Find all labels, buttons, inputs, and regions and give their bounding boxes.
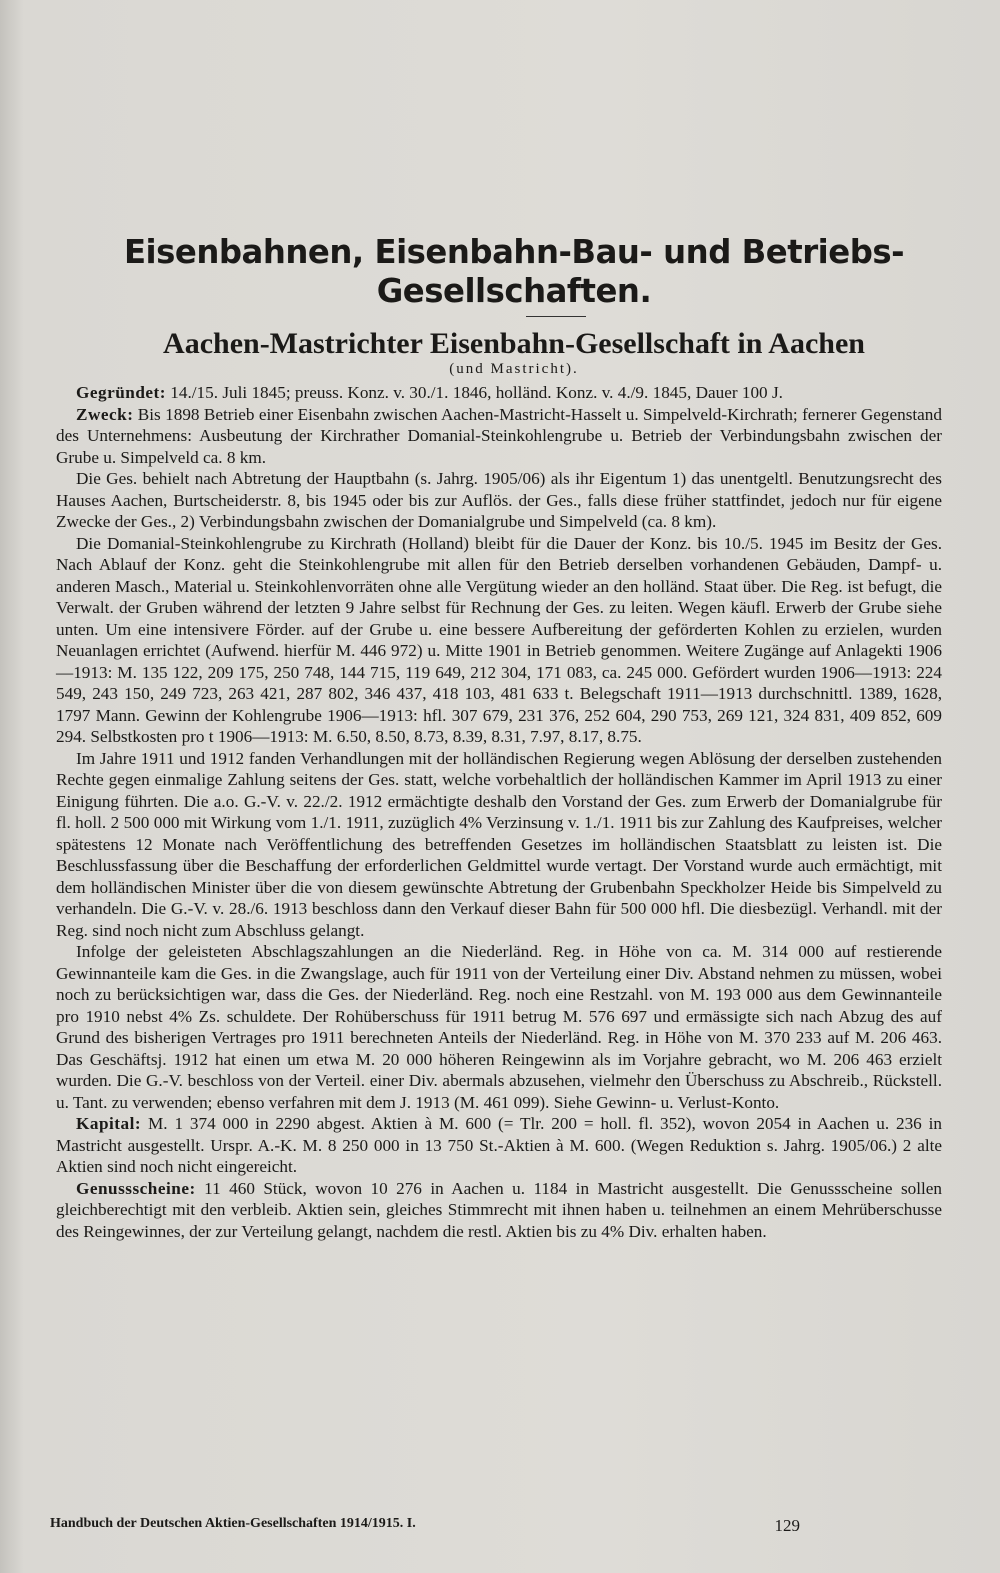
paragraph-profit-shares xyxy=(56,1178,942,1243)
paragraph-text: Im Jahre 1911 und 1912 fanden Verhandlungen mit der holländischen Regierung wegen Ablösung der derselben zustehenden Rechte gegen einmalige Zahlung seitens der Ges. statt, welche vorbehaltlich der holländischen Kammer im April 1913 zu einer Einigung führten. Die a.o. G.-V. v. 22./2. 1912 ermächtigte deshalb den Vorstand der Ges. zum Erwerb der Domanialgrube für fl. holl. 2 500 000 mit Wirkung vom 1./1. 1911, zuzüglich 4% Verzinsung v. 1./1. 1911 bis zur Zahlung des Kaufpreises, welcher spätestens 12 Monate nach Veröffentlichung des betreffenden Gesetzes im holländischen Staatsblatt zu leisten ist. Die Beschlussfassung über die Beschaffung der erforderlichen Geldmittel wurde vertagt. Der Vorstand wurde auch ermächtigt, mit dem holländischen Minister über die von diesem gewünschte Abtretung der Grubenbahn Speckholzer Heide bis Simpelveld zu verhandeln. Die G.-V. v. 28./6. 1913 beschloss dann den Verkauf dieser Bahn für 500 000 hfl. Die diesbezügl. Verhandl. mit der Reg. sind noch nicht zum Abschluss gelangt. xyxy=(56,748,942,940)
section-title: Eisenbahnen, Eisenbahn-Bau- und Betriebs-Gesellschaften. xyxy=(123,232,905,310)
title-divider xyxy=(526,316,586,317)
paragraph-capital xyxy=(56,1113,942,1178)
article-body xyxy=(56,382,942,1242)
paragraph-payments xyxy=(56,941,942,1113)
paragraph-label: Kapital: xyxy=(76,1114,142,1133)
paragraph-label: Genussscheine: xyxy=(76,1178,196,1198)
paragraph-label: Gegründet: xyxy=(76,383,166,402)
paragraph-text: Die Domanial-Steinkohlengrube zu Kirchrath (Holland) bleibt für die Dauer der Konz. bis 10./5. 1945 im Besitz der Ges. Nach Ablauf der Konz. geht die Steinkohlengrube mit allen für den Betrieb derselben vorhandenen Gebäuden, Dampf- u. anderen Masch., Material u. Steinkohlenvorräten ohne alle Vergütung wieder an den holländ. Staat über. Die Reg. ist befugt, die Verwalt. der Gruben während der letzten 9 Jahre selbst für Rechnung der Ges. zu leiten. Wegen käufl. Erwerb der Grube siehe unten. Um eine intensivere Förder. auf der Grube u. eine bessere Aufbereitung der geförderten Kohlen zu erzielen, wurden Neuanlagen errichtet (Aufwend. hierfür M. 446 972) u. Mitte 1901 in Betrieb genommen. Weitere Zugänge auf Anlagekti 1906—1913: M. 135 122, 209 175, 250 748, 144 715, 119 649, 212 304, 171 083, ca. 245 000. Gefördert wurden 1906—1913: 224 549, 243 150, 249 723, 263 421, 287 802, 346 437, 418 103, 481 633 t. Belegschaft 1911—1913 durchschnittl. 1389, 1628, 1797 Mann. Gewinn der Kohlengrube 1906—1913: hfl. 307 679, 231 376, 252 604, 290 753, 269 121, 324 831, 409 852, 609 294. Selbstkosten pro t 1906—1913: M. 6.50, 8.50, 8.73, 8.39, 8.31, 7.97, 8.17, 8.75. xyxy=(56,533,942,746)
paragraph-property xyxy=(56,468,942,533)
paragraph-purpose xyxy=(56,404,942,469)
paragraph-text: Infolge der geleisteten Abschlagszahlungen an die Niederländ. Reg. in Höhe von ca. M. 314 000 auf restierende Gewinnanteile kam die Ges. in die Zwangslage, auch für 1911 von der Verteilung einer Div. Abstand nehmen zu müssen, wobei noch zu berücksichtigen war, dass die Ges. der Niederländ. Reg. noch eine Restzahl. von M. 193 000 aus dem Gewinnanteile pro 1910 nebst 4% Zs. schuldete. Der Rohüberschuss für 1911 betrug M. 576 697 und ermässigte sich nach Abzug des auf Grund des bisherigen Vertrages pro 1911 berechneten Anteils der Niederländ. Reg. in Höhe von M. 370 233 auf M. 206 463. Das Geschäftsj. 1912 hat einen um etwa M. 20 000 höheren Reingewinn als im Vorjahre gebracht, wo M. 206 463 erzielt wurden. Die G.-V. beschloss von der Verteil. einer Div. abermals abzusehen, vielmehr den Überschuss zu Abschreib., Rückstell. u. Tant. zu verwenden; ebenso verfahren mit dem J. 1913 (M. 461 099). Siehe Gewinn- u. Verlust-Konto. xyxy=(56,942,942,1112)
paragraph-founded xyxy=(56,382,942,404)
page-number: 129 xyxy=(774,1516,800,1535)
paragraph-text: 14./15. Juli 1845; preuss. Konz. v. 30./1. 1846, holländ. Konz. v. 4./9. 1845, Dauer 100 J. xyxy=(165,383,783,402)
company-subtitle: (und Mastricht). xyxy=(449,361,579,377)
paragraph-label: Zweck: xyxy=(76,404,134,424)
paragraph-negotiations xyxy=(56,748,942,942)
footer-source: Handbuch der Deutschen Aktien-Gesellschaften 1914/1915. I. xyxy=(50,1516,416,1531)
company-title: Aachen-Mastrichter Eisenbahn-Gesellschaft in Aachen xyxy=(163,327,865,360)
paragraph-text: M. 1 374 000 in 2290 abgest. Aktien à M. 600 (= Tlr. 200 = holl. fl. 352), wovon 2054 in Aachen u. 236 in Mastricht ausgestellt. Urspr. A.-K. M. 8 250 000 in 13 750 St.-Aktien à M. 600. (Wegen Reduktion s. Jahrg. 1905/06.) 2 alte Aktien sind noch nicht eingereicht. xyxy=(56,1114,942,1176)
paragraph-mine xyxy=(56,533,942,748)
page-footer xyxy=(50,1516,800,1536)
paragraph-text: Bis 1898 Betrieb einer Eisenbahn zwischen Aachen-Mastricht-Hasselt u. Simpelveld-Kirchrath; fernerer Gegenstand des Unternehmens: Ausbeutung der Kirchrather Domanial-Steinkohlengrube u. Betrieb der Verbindungsbahn zwischen der Grube u. Simpelveld ca. 8 km. xyxy=(56,404,942,467)
paragraph-text: 11 460 Stück, wovon 10 276 in Aachen u. 1184 in Mastricht ausgestellt. Die Genussscheine sollen gleichberechtigt mit den verbleib. Aktien sein, gleiches Stimmrecht mit ihnen haben u. teilnehmen an einem Mehrüberschusse des Reingewinnes, der zur Verteilung gelangt, nachdem die restl. Aktien bis zu 4% Div. erhalten haben. xyxy=(56,1178,942,1241)
paragraph-text: Die Ges. behielt nach Abtretung der Hauptbahn (s. Jahrg. 1905/06) als ihr Eigentum 1) das unentgeltl. Benutzungsrecht des Hauses Aachen, Burtscheiderstr. 8, bis 1945 oder bis zur Auflös. der Ges., falls diese früher stattfindet, jedoch nur für eigene Zwecke der Ges., 2) Verbindungsbahn zwischen der Domanialgrube und Simpelveld (ca. 8 km). xyxy=(56,469,942,531)
